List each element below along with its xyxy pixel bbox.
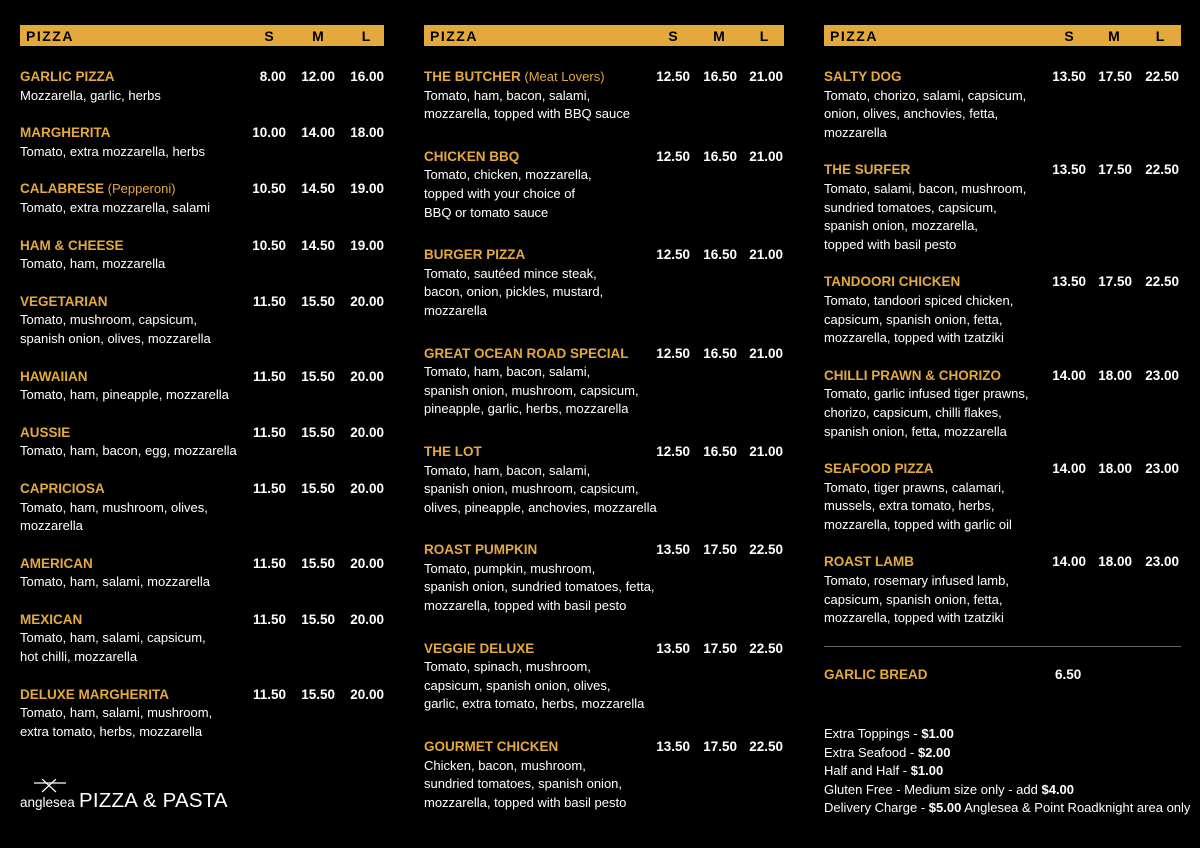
menu-item-description: Tomato, ham, pineapple, mozzarella [20,387,229,403]
price-medium: 14.00 [301,125,335,141]
price-large: 19.00 [350,181,384,197]
price-small: 11.50 [252,686,286,702]
menu-item-name: GREAT OCEAN ROAD SPECIAL [424,345,629,361]
menu-item-note: (Pepperoni) [104,181,176,197]
menu-item [424,345,784,419]
menu-item-name: CHILLI PRAWN & CHORIZO [824,367,1001,383]
menu-item-description: garlic, extra tomato, herbs, mozzarella [424,696,645,712]
menu-item [20,293,384,349]
price-small: 8.00 [259,69,286,84]
extra-line [824,762,1190,781]
extra-text: Extra Seafood - [824,744,918,760]
menu-item [424,246,784,320]
menu-item-name: VEGETARIAN [20,293,108,309]
header-title: PIZZA [430,28,478,44]
price-large: 22.50 [749,640,783,656]
garlic-bread-item [824,667,1181,682]
menu-item-description: Tomato, pumpkin, mushroom, [424,560,596,576]
price-large: 21.00 [749,148,783,164]
menu-item-name: CALABRESE [20,181,105,197]
menu-item-description: BBQ or tomato sauce [424,204,549,220]
price-small: 12.50 [656,345,690,361]
price-medium: 17.50 [703,739,737,755]
menu-item-description: spanish onion, sundried tomatoes, fetta, [424,579,655,595]
price-large: 20.00 [350,611,384,627]
menu-item-description: Tomato, chicken, mozzarella, [424,167,592,183]
menu-item-description: Tomato, sautéed mince steak, [424,265,597,281]
menu-item [20,180,384,217]
price-small: 11.50 [252,611,286,627]
menu-item-description: onion, olives, anchovies, fetta, [824,106,999,122]
menu-item-description: spanish onion, mozzarella, [824,218,978,234]
price-small: 12.50 [656,148,690,164]
price-medium: 12.00 [301,69,335,84]
price-small: 13.50 [656,640,690,656]
menu-item-description: hot chilli, mozzarella [20,649,138,665]
menu-item-description: mozzarella [824,124,887,140]
menu-item-name: HAM & CHEESE [20,237,124,253]
menu-item [424,738,784,812]
price-large: 22.50 [749,739,783,755]
price-large: 22.50 [1145,274,1179,290]
size-large-label: L [1155,28,1165,44]
menu-item-name: THE SURFER [824,162,911,178]
price-small: 11.50 [252,424,286,440]
menu-item-description: Mozzarella, garlic, herbs [20,87,161,103]
menu-item-description: Tomato, ham, bacon, salami, [424,462,591,478]
menu-item-description: Tomato, ham, bacon, salami, [424,364,591,380]
menu-item-description: sundried tomatoes, spanish onion, [424,776,623,792]
price-medium: 15.50 [301,424,335,440]
extra-text: Delivery Charge - [824,800,929,815]
menu-item-name: AMERICAN [20,555,93,571]
price-small: 13.50 [656,739,690,755]
price-large: 23.00 [1145,461,1179,477]
price-medium: 15.50 [301,480,335,496]
size-small-label: S [264,28,274,44]
price-large: 19.00 [350,237,384,253]
menu-item-description: Tomato, ham, salami, capsicum, [20,630,206,646]
price-small: 11.50 [252,293,286,309]
menu-item-description: Tomato, extra mozzarella, salami [20,199,211,215]
price-small: 12.50 [656,247,690,263]
logo-small-text: anglesea [20,795,75,810]
menu-item [20,424,384,461]
menu-item-name: VEGGIE DELUXE [424,640,535,656]
price-medium: 15.50 [301,368,335,384]
menu-item [824,367,1181,441]
price-large: 20.00 [350,368,384,384]
size-medium-label: M [1108,28,1120,44]
price-medium: 14.50 [301,237,335,253]
logo-big-text: PIZZA & PASTA [79,789,228,812]
menu-item-description: Tomato, extra mozzarella, herbs [20,143,205,159]
menu-item-name: HAWAIIAN [20,368,88,384]
price-small: 11.50 [252,555,286,571]
section-divider [824,646,1181,647]
size-large-label: L [361,28,371,44]
menu-item-name: BURGER PIZZA [424,247,526,263]
size-large-label: L [759,28,769,44]
menu-item-description: mozzarella [20,518,83,534]
menu-item-name: GOURMET CHICKEN [424,739,559,755]
menu-item [20,555,384,592]
menu-item-name: THE LOT [424,443,482,459]
price-large: 21.00 [749,247,783,263]
menu-item [20,480,384,536]
column-header [20,25,384,46]
extra-line [824,781,1190,800]
size-medium-label: M [312,28,324,44]
price-large: 20.00 [350,424,384,440]
menu-item-description: Tomato, ham, mushroom, olives, [20,499,208,515]
menu-item-note: (Meat Lovers) [520,69,605,84]
menu-item-description: topped with basil pesto [824,236,957,252]
menu-item-description: Tomato, ham, bacon, salami, [424,87,591,103]
menu-item-description: Chicken, bacon, mushroom, [424,757,586,773]
menu-item [20,124,384,161]
menu-item-name: MARGHERITA [20,125,111,141]
menu-item-name: MEXICAN [20,611,83,627]
menu-item-name: GARLIC PIZZA [20,69,115,84]
price-large: 21.00 [749,443,783,459]
price-medium: 16.50 [703,345,737,361]
price-small: 14.00 [1052,367,1086,383]
price-small: 13.50 [1052,162,1086,178]
menu-item-description: Tomato, mushroom, capsicum, [20,312,198,328]
menu-item-name: SALTY DOG [824,69,902,84]
price-medium: 16.50 [703,148,737,164]
price-small: 13.50 [1052,274,1086,290]
price-small: 11.50 [252,480,286,496]
price-small: 10.50 [252,181,286,197]
price-medium: 18.00 [1098,461,1132,477]
menu-item-description: mozzarella, topped with basil pesto [424,794,627,810]
menu-item-description: spanish onion, olives, mozzarella [20,330,211,346]
price-small: 13.50 [656,542,690,558]
menu-item-description: spanish onion, mushroom, capsicum, [424,481,639,497]
garlic-bread-name: GARLIC BREAD [824,667,928,682]
extra-line [824,725,1190,744]
menu-item [824,273,1181,347]
price-large: 23.00 [1145,554,1179,570]
price-medium: 16.50 [703,247,737,263]
price-large: 20.00 [350,293,384,309]
menu-item [20,237,384,274]
garlic-bread-price: 6.50 [1055,667,1082,682]
menu-item-description: Tomato, ham, bacon, egg, mozzarella [20,443,237,459]
menu-item-name: CHICKEN BBQ [424,148,520,164]
crossed-utensils-icon [32,779,68,793]
menu-item-list [424,68,784,812]
price-large: 21.00 [749,69,783,84]
price-medium: 15.50 [301,686,335,702]
price-medium: 14.50 [301,181,335,197]
menu-item-description: capsicum, spanish onion, olives, [424,677,611,693]
price-medium: 16.50 [703,69,737,84]
menu-item [20,686,384,742]
menu-item-description: chorizo, capsicum, chilli flakes, [824,404,1002,420]
menu-item [424,443,784,517]
price-large: 22.50 [749,542,783,558]
price-medium: 17.50 [1098,162,1132,178]
menu-item-description: mozzarella, topped with tzatziki [824,330,1004,346]
menu-item-description: Tomato, chorizo, salami, capsicum, [824,87,1027,103]
price-small: 13.50 [1052,69,1086,84]
price-large: 20.00 [350,555,384,571]
menu-column-1 [20,25,384,760]
header-title: PIZZA [830,28,878,44]
size-small-label: S [1064,28,1074,44]
menu-item-description: Tomato, spinach, mushroom, [424,659,591,675]
price-small: 14.00 [1052,461,1086,477]
extra-suffix: Anglesea & Point Roadknight area only [961,800,1191,815]
price-large: 20.00 [350,686,384,702]
menu-item [424,640,784,714]
menu-item-list [20,68,384,741]
extra-line [824,799,1190,818]
price-medium: 17.50 [703,542,737,558]
extra-line [824,744,1190,763]
menu-item-description: olives, pineapple, anchovies, mozzarella [424,499,657,515]
menu-item-description: Tomato, tiger prawns, calamari, [824,479,1005,495]
menu-item [20,68,384,105]
menu-item-description: pineapple, garlic, herbs, mozzarella [424,401,629,417]
price-large: 22.50 [1145,162,1179,178]
menu-item [424,68,784,124]
price-large: 18.00 [350,125,384,141]
size-small-label: S [668,28,678,44]
price-medium: 17.50 [1098,69,1132,84]
menu-item-name: ROAST PUMPKIN [424,542,538,558]
menu-item-name: AUSSIE [20,424,71,440]
menu-item-description: mozzarella, topped with tzatziki [824,610,1004,626]
price-small: 11.50 [252,368,286,384]
menu-item-description: Tomato, ham, salami, mushroom, [20,705,213,721]
price-large: 20.00 [350,480,384,496]
price-medium: 15.50 [301,611,335,627]
column-header [824,25,1181,46]
size-medium-label: M [713,28,725,44]
menu-item-description: bacon, onion, pickles, mustard, [424,284,604,300]
price-large: 16.00 [350,69,384,84]
menu-item-description: Tomato, rosemary infused lamb, [824,573,1009,589]
extra-price: $5.00 [928,800,962,815]
menu-item-description: Tomato, tandoori spiced chicken, [824,292,1014,308]
price-medium: 15.50 [301,555,335,571]
price-medium: 17.50 [1098,274,1132,290]
price-large: 23.00 [1145,367,1179,383]
price-medium: 15.50 [301,293,335,309]
price-small: 10.00 [252,125,286,141]
extra-price: $1.00 [921,726,954,741]
menu-column-2 [424,25,784,836]
price-large: 22.50 [1145,69,1179,84]
menu-item-name: SEAFOOD PIZZA [824,461,934,477]
extra-text: Extra Toppings - [824,726,922,741]
price-small: 12.50 [656,69,690,84]
menu-item-description: mozzarella, topped with basil pesto [424,598,627,614]
menu-item [20,611,384,667]
extra-price: $2.00 [917,744,951,760]
extra-text: Gluten Free - Medium size only - add [824,781,1042,797]
price-medium: 17.50 [703,640,737,656]
menu-item [20,368,384,405]
menu-item-description: mozzarella [424,302,487,318]
menu-item-name: TANDOORI CHICKEN [824,274,961,290]
menu-item [424,541,784,615]
price-small: 10.50 [252,237,286,253]
menu-item-description: Tomato, garlic infused tiger prawns, [824,386,1029,402]
menu-item-description: spanish onion, mushroom, capsicum, [424,382,639,398]
menu-item [824,161,1181,254]
price-medium: 16.50 [703,443,737,459]
menu-item-description: extra tomato, herbs, mozzarella [20,723,203,739]
menu-item-name: CAPRICIOSA [20,480,105,496]
extras-list [824,725,1190,818]
menu-item-description: Tomato, ham, mozzarella [20,256,166,272]
menu-item-description: Tomato, ham, salami, mozzarella [20,574,211,590]
menu-item-name: ROAST LAMB [824,554,914,570]
menu-item-description: sundried tomatoes, capsicum, [824,199,997,215]
menu-item-description: mozzarella, topped with BBQ sauce [424,106,630,122]
menu-item-description: mussels, extra tomato, herbs, [824,498,995,514]
menu-item-description: capsicum, spanish onion, fetta, [824,311,1003,327]
header-title: PIZZA [26,28,74,44]
menu-item-description: capsicum, spanish onion, fetta, [824,591,1003,607]
menu-item-description: Tomato, salami, bacon, mushroom, [824,180,1027,196]
menu-item-name: DELUXE MARGHERITA [20,686,170,702]
menu-item-name: THE BUTCHER [424,69,521,84]
menu-item [824,460,1181,534]
menu-item-description: spanish onion, fetta, mozzarella [824,423,1007,439]
menu-item [824,68,1181,142]
menu-item-description: mozzarella, topped with garlic oil [824,516,1012,532]
menu-item [824,553,1181,627]
price-small: 14.00 [1052,554,1086,570]
menu-item [424,148,784,222]
extra-price: $4.00 [1041,781,1075,797]
price-large: 21.00 [749,345,783,361]
extra-price: $1.00 [910,763,944,778]
menu-item-list [824,68,1181,628]
price-medium: 18.00 [1098,554,1132,570]
column-header [424,25,784,46]
extra-text: Half and Half - [824,763,911,778]
price-small: 12.50 [656,443,690,459]
menu-column-3 [824,25,1181,647]
brand-logo [20,776,250,816]
price-medium: 18.00 [1098,367,1132,383]
menu-item-description: topped with your choice of [424,185,576,201]
